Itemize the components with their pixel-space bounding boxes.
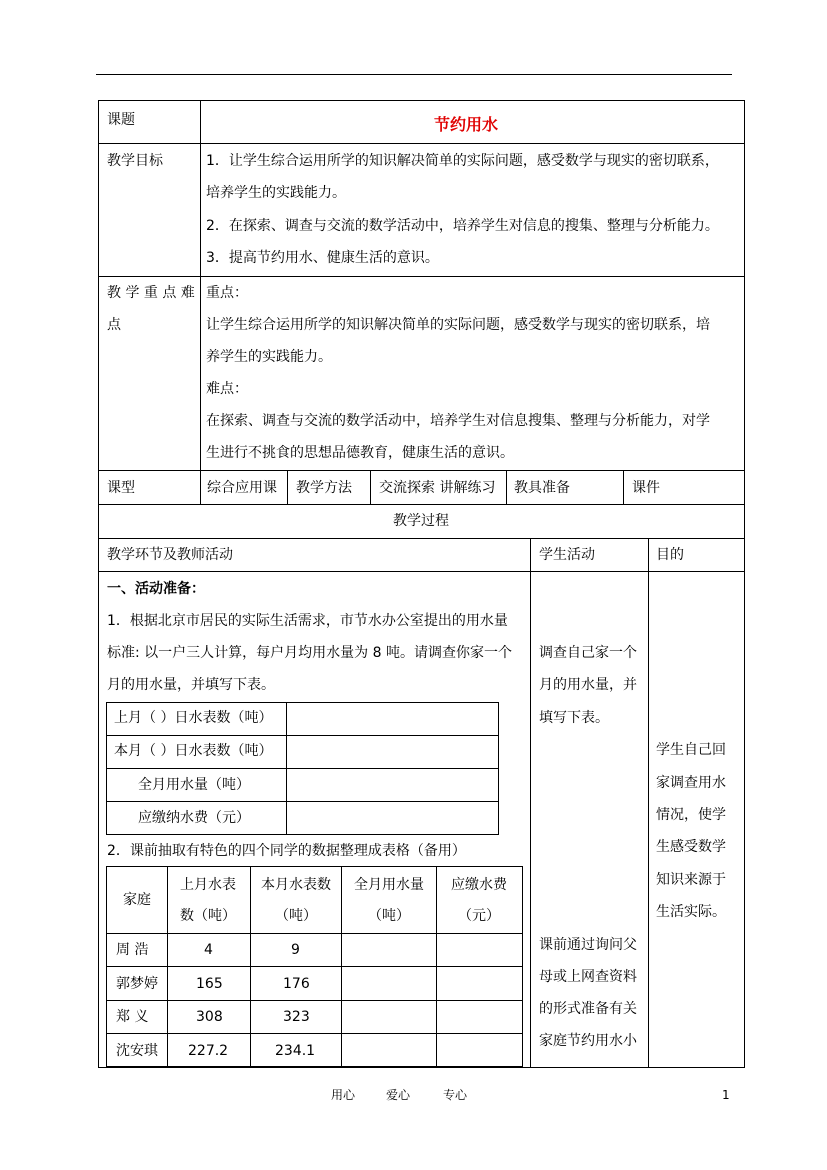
last-meter-value: 4 xyxy=(204,942,213,958)
th-last-meter: 数（吨） xyxy=(180,908,236,924)
form-row-label: 全月用水量（吨） xyxy=(138,777,250,793)
process-title: 教学过程 xyxy=(393,513,449,529)
family-name: 周 浩 xyxy=(116,942,149,958)
goal-line: 培养学生的实践能力。 xyxy=(206,185,346,201)
form-row-label: 应缴纳水费（元） xyxy=(138,810,250,826)
this-meter-value: 323 xyxy=(283,1009,310,1025)
col-divider xyxy=(287,470,288,504)
keypoints-label: 教 学 重 点 难 xyxy=(107,285,195,301)
difficulty-line: 生进行不挑食的思想品德教育，健康生活的意识。 xyxy=(206,445,514,461)
form-row-divider xyxy=(106,768,499,769)
purpose-line: 情况，使学 xyxy=(656,807,726,823)
key-heading: 重点： xyxy=(206,285,248,301)
difficulty-line: 在探索、调查与交流的数学活动中，培养学生对信息搜集、整理与分析能力，对学 xyxy=(206,413,710,429)
key-line: 让学生综合运用所学的知识解决简单的实际问题，感受数学与现实的密切联系，培 xyxy=(206,317,710,333)
student-activity-line: 母或上网查资料 xyxy=(539,969,637,985)
topic-label: 课题 xyxy=(107,112,135,128)
page-title: 节约用水 xyxy=(434,115,499,134)
th-usage: （吨） xyxy=(368,908,410,924)
keypoints-label: 点 xyxy=(107,317,121,333)
last-meter-value: 308 xyxy=(196,1009,223,1025)
form-row-divider xyxy=(106,801,499,802)
data-row-divider xyxy=(106,1033,523,1034)
purpose-line: 知识来源于 xyxy=(656,872,726,888)
form-row-divider xyxy=(106,735,499,736)
goal-line: 3．提高节约用水、健康生活的意识。 xyxy=(206,250,439,266)
th-this-meter: 本月水表数 xyxy=(261,877,331,893)
tools-label: 教具准备 xyxy=(514,480,570,496)
data-row-divider xyxy=(106,933,523,934)
difficulty-heading: 难点： xyxy=(206,381,248,397)
activity-line: 2．课前抽取有特色的四个同学的数据整理成表格（备用） xyxy=(107,843,466,859)
student-activity-line: 家庭节约用水小 xyxy=(539,1033,637,1049)
goal-line: 1．让学生综合运用所学的知识解决简单的实际问题，感受数学与现实的密切联系， xyxy=(206,153,719,169)
last-meter-value: 165 xyxy=(196,976,223,992)
data-col-divider xyxy=(167,866,168,1067)
form-row-label: 本月（ ）日水表数（吨） xyxy=(114,743,273,759)
student-activity-line: 调查自己家一个 xyxy=(539,645,637,661)
th-usage: 全月用水量 xyxy=(354,877,424,893)
col-divider xyxy=(623,470,624,504)
footer-word: 专心 xyxy=(443,1088,468,1102)
th-family: 家庭 xyxy=(123,892,151,908)
data-col-divider xyxy=(341,866,342,1067)
col-divider xyxy=(530,538,531,1068)
activity-line: 月的用水量，并填写下表。 xyxy=(107,677,275,693)
row-divider xyxy=(98,143,745,144)
goals-label: 教学目标 xyxy=(107,153,163,169)
form-row-label: 上月（ ）日水表数（吨） xyxy=(114,710,273,726)
course-type-value: 综合应用课 xyxy=(207,480,277,496)
col-divider xyxy=(506,470,507,504)
this-meter-value: 9 xyxy=(291,942,300,958)
footer-word: 爱心 xyxy=(386,1088,411,1102)
data-col-divider xyxy=(436,866,437,1067)
process-col-teacher: 教学环节及教师活动 xyxy=(107,547,233,563)
purpose-line: 生活实际。 xyxy=(656,904,726,920)
student-activity-line: 课前通过询问父 xyxy=(539,937,637,953)
col-divider xyxy=(370,470,371,504)
this-meter-value: 234.1 xyxy=(275,1043,316,1059)
purpose-line: 学生自己回 xyxy=(656,742,726,758)
activity-heading: 一、活动准备： xyxy=(107,581,205,597)
th-this-meter: （吨） xyxy=(275,908,317,924)
student-activity-line: 月的用水量，并 xyxy=(539,677,637,693)
process-col-student: 学生活动 xyxy=(539,547,595,563)
th-fee: 应缴水费 xyxy=(451,877,507,893)
family-name: 沈安琪 xyxy=(116,1043,158,1059)
data-row-divider xyxy=(106,1000,523,1001)
footer-word: 用心 xyxy=(331,1088,356,1102)
activity-line: 1．根据北京市居民的实际生活需求，市节水办公室提出的用水量 xyxy=(107,613,508,629)
header-rule xyxy=(96,74,732,75)
page-number: 1 xyxy=(722,1088,730,1102)
activity-line: 标准: 以一户三人计算，每户月均用水量为 8 吨。请调查你家一个 xyxy=(107,645,512,661)
method-value: 交流探索 讲解练习 xyxy=(379,480,496,496)
th-fee: （元） xyxy=(458,908,500,924)
data-col-divider xyxy=(250,866,251,1067)
row-divider xyxy=(98,504,745,505)
student-activity-line: 的形式准备有关 xyxy=(539,1001,637,1017)
family-name: 郭梦婷 xyxy=(116,976,158,992)
last-meter-value: 227.2 xyxy=(188,1043,229,1059)
row-divider xyxy=(98,276,745,277)
key-line: 养学生的实践能力。 xyxy=(206,349,332,365)
purpose-line: 生感受数学 xyxy=(656,839,726,855)
form-col-divider xyxy=(286,702,287,835)
method-label: 教学方法 xyxy=(296,480,352,496)
this-meter-value: 176 xyxy=(283,976,310,992)
row-divider xyxy=(98,470,745,471)
th-last-meter: 上月水表 xyxy=(180,877,236,893)
purpose-line: 家调查用水 xyxy=(656,775,726,791)
data-row-divider xyxy=(106,966,523,967)
col-divider xyxy=(200,100,201,504)
process-col-purpose: 目的 xyxy=(656,547,684,563)
family-name: 郑 义 xyxy=(116,1009,149,1025)
course-type-label: 课型 xyxy=(107,480,135,496)
student-activity-line: 填写下表。 xyxy=(539,710,609,726)
col-divider xyxy=(648,538,649,1068)
tools-value: 课件 xyxy=(632,480,660,496)
goal-line: 2．在探索、调查与交流的数学活动中，培养学生对信息的搜集、整理与分析能力。 xyxy=(206,218,719,234)
